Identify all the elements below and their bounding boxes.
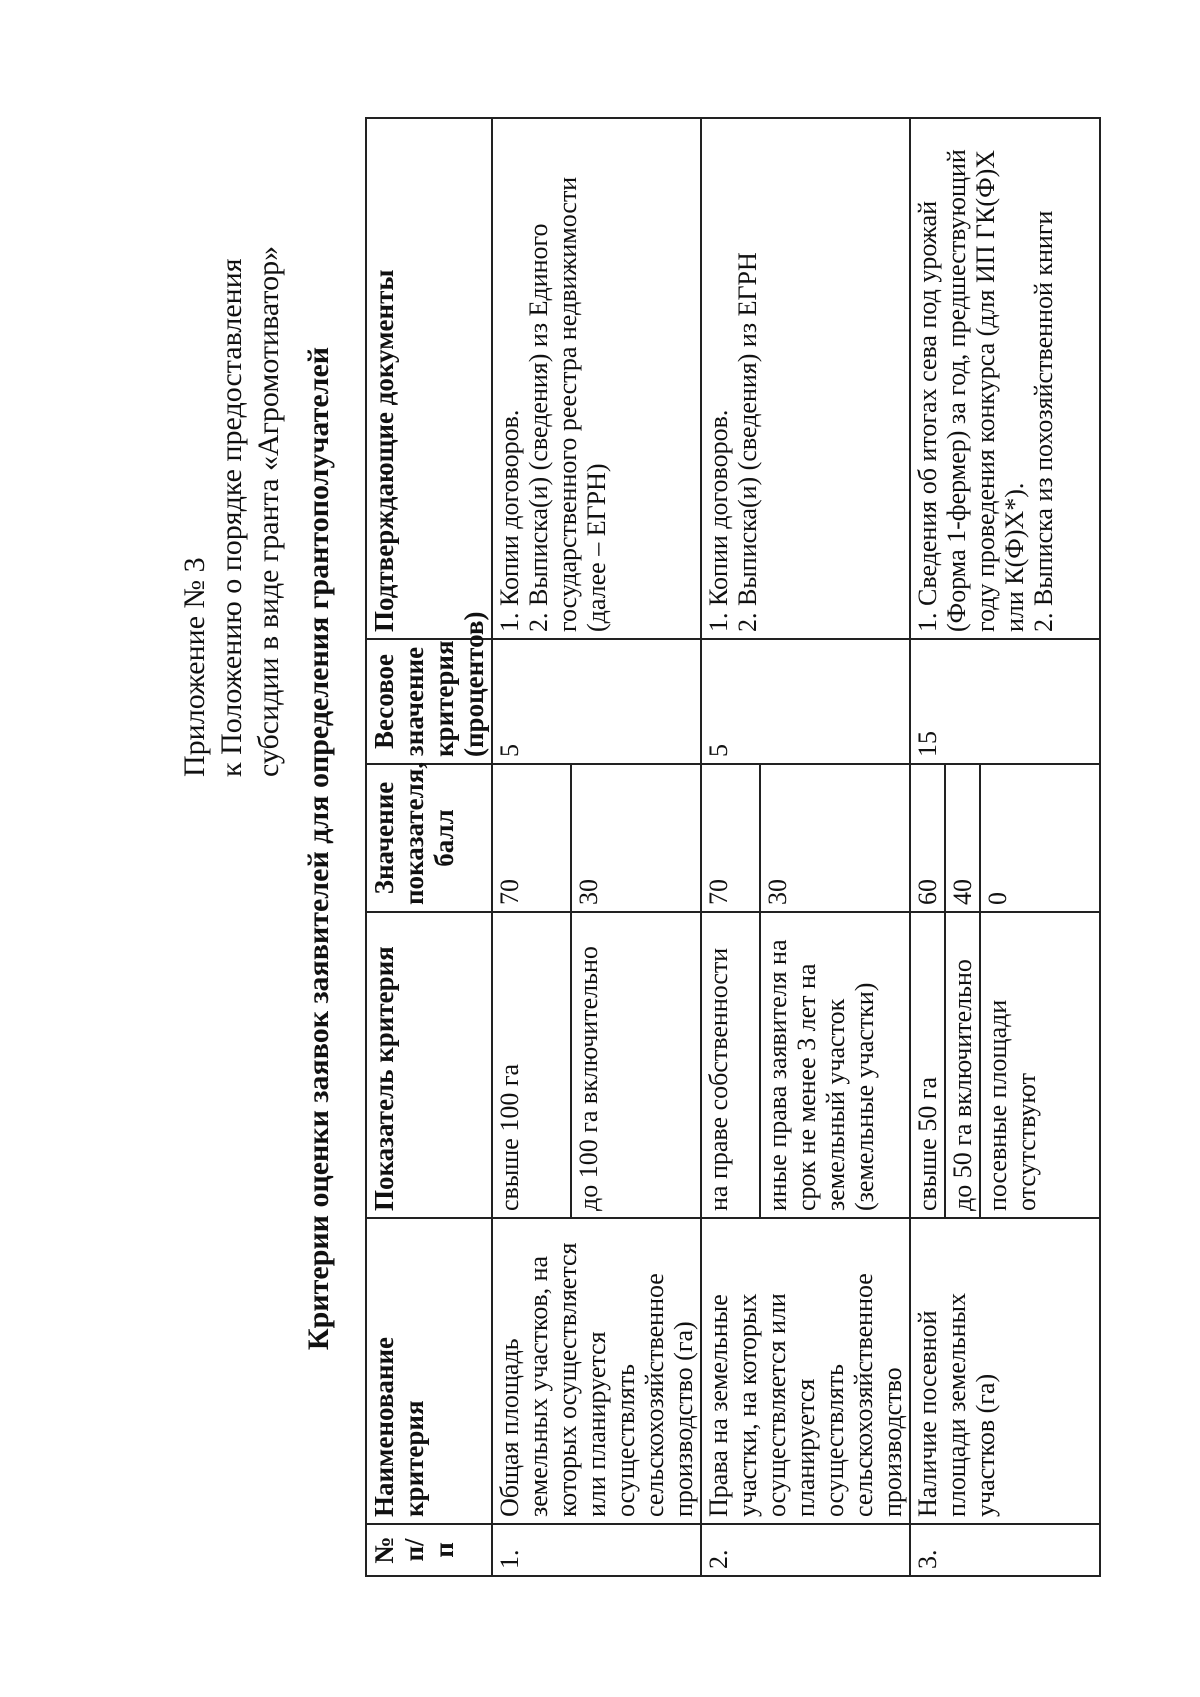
- row-number: 1.: [492, 1524, 701, 1576]
- table-row: [492, 118, 571, 1576]
- criterion-weight: 5: [701, 639, 910, 764]
- header-num: № п/п: [366, 1524, 492, 1576]
- table-row: [910, 118, 945, 1576]
- row-number: 3.: [910, 1524, 1100, 1576]
- document-item: 1. Копии договоров.: [704, 409, 733, 632]
- criteria-table: [365, 117, 1101, 1577]
- criterion-weight: 15: [910, 639, 1100, 764]
- header-name: Наименование критерия: [366, 1218, 492, 1524]
- indicator-text: посевные площади отсутствуют: [980, 912, 1100, 1218]
- document-title: Критерии оценки заявок заявителей для определения грантополучателей: [302, 346, 335, 1351]
- indicator-text: до 50 га включительно: [945, 912, 980, 1218]
- caption-line-2: к Положению о порядке предоставления: [215, 258, 248, 777]
- indicator-text: до 100 га включительно: [571, 912, 701, 1218]
- criterion-name: Общая площадь земельных участков, на которых осуществляется или планируется осуществлять сельскохозяйственное производство (га): [492, 1218, 701, 1524]
- supporting-documents: [910, 118, 1100, 639]
- document-item: 1. Сведения об итогах сева под урожай (Форма 1-фермер) за год, предшествующий году проведения конкурса (для ИП ГК(Ф)Х или К(Ф)Х*).: [913, 149, 1029, 632]
- indicator-text: на праве собственности: [701, 912, 760, 1218]
- table-row: [701, 118, 760, 1576]
- indicator-value: 30: [571, 764, 701, 912]
- appendix-caption: [176, 77, 287, 777]
- caption-line-1: Приложение № 3: [178, 557, 211, 777]
- caption-line-3: субсидии в виде гранта «Агромотиватор»: [252, 245, 285, 777]
- indicator-value: 0: [980, 764, 1100, 912]
- criterion-name: Права на земельные участки, на которых осуществляется или планируется осуществлять сельскохозяйственное производство: [701, 1218, 910, 1524]
- criterion-weight: 5: [492, 639, 701, 764]
- table-header-row: [366, 118, 492, 1576]
- supporting-documents: [701, 118, 910, 639]
- criterion-name: Наличие посевной площади земельных участков (га): [910, 1218, 1100, 1524]
- header-weight: Весовое значение критерия (процентов): [366, 639, 492, 764]
- indicator-text: свыше 100 га: [492, 912, 571, 1218]
- header-indicator: Показатель критерия: [366, 912, 492, 1218]
- indicator-text: свыше 50 га: [910, 912, 945, 1218]
- indicator-text: иные права заявителя на срок не менее 3 лет на земельный участок (земельные участки): [760, 912, 910, 1218]
- row-number: 2.: [701, 1524, 910, 1576]
- indicator-value: 70: [492, 764, 571, 912]
- document-item: 2. Выписка(и) (сведения) из Единого государственного реестра недвижимости (далее – ЕГРН): [524, 176, 611, 632]
- indicator-value: 40: [945, 764, 980, 912]
- document-item: 1. Копии договоров.: [495, 409, 524, 632]
- document-item: 2. Выписка(и) (сведения) из ЕГРН: [733, 252, 762, 632]
- supporting-documents: [492, 118, 701, 639]
- indicator-value: 70: [701, 764, 760, 912]
- header-docs: Подтверждающие документы: [366, 118, 492, 639]
- header-value: Значение показателя, балл: [366, 764, 492, 912]
- indicator-value: 30: [760, 764, 910, 912]
- indicator-value: 60: [910, 764, 945, 912]
- document-item: 2. Выписка из похозяйственной книги: [1029, 210, 1058, 632]
